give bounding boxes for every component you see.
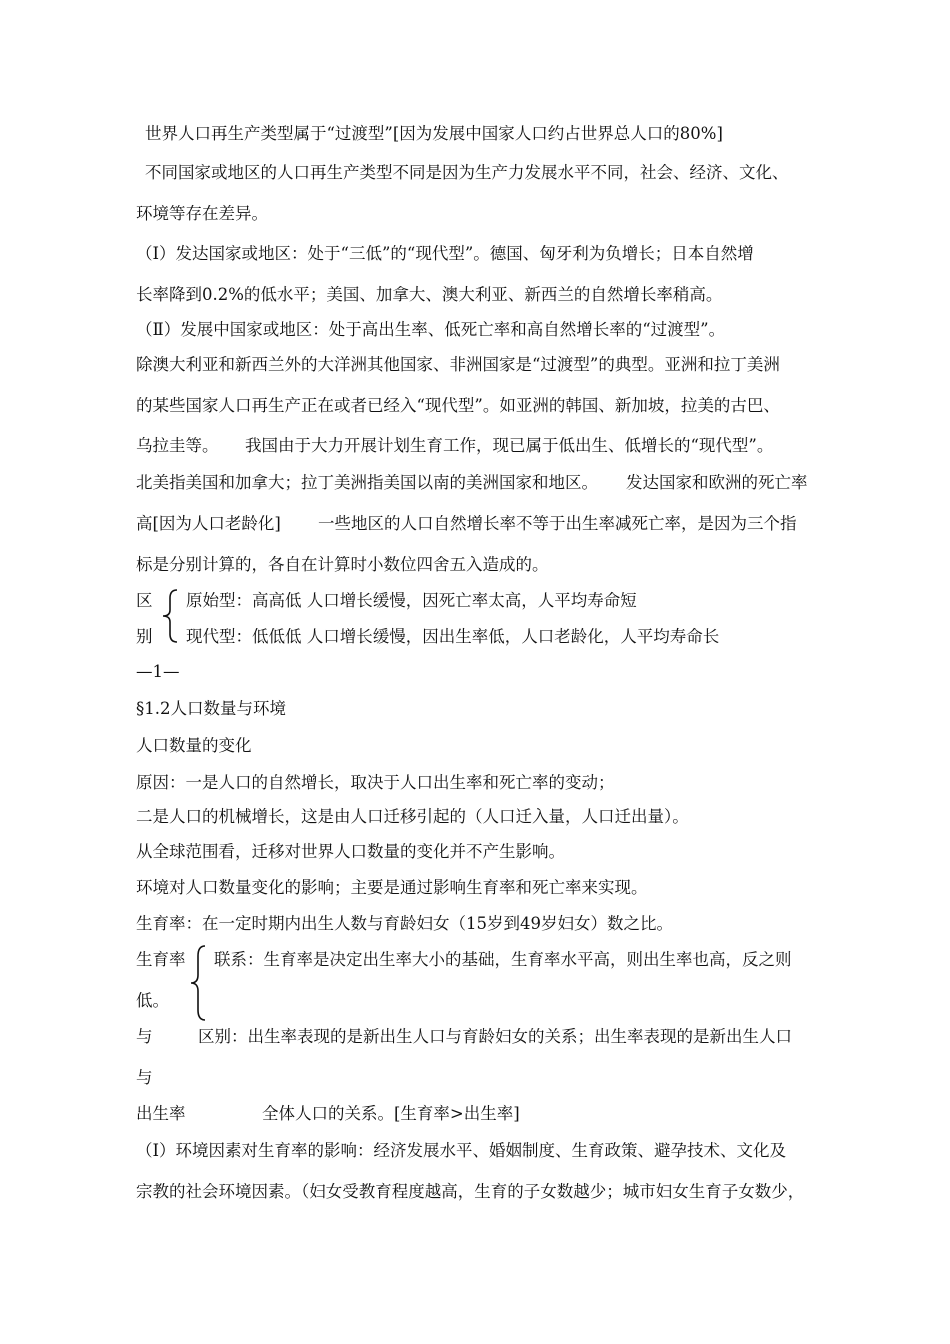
line-24: 与: [136, 1068, 153, 1087]
line-10a: 北美指美国和加拿大；拉丁美洲指美国以南的美洲国家和地区。: [136, 473, 598, 492]
line-3: 环境等存在差异。: [136, 204, 268, 223]
curly-brace-icon: [160, 588, 180, 644]
line-10b: 发达国家和欧洲的死亡率: [626, 473, 808, 492]
line-17: 二是人口的机械增长，这是由人口迁移引起的（人口迁入量，人口迁出量）。: [136, 807, 689, 826]
line-15: 人口数量的变化: [136, 736, 252, 755]
label-bie: 别: [136, 627, 153, 646]
line-11a: 高[因为人口老龄化]: [136, 514, 281, 533]
line-7: 除澳大利亚和新西兰外的大洋洲其他国家、非洲国家是“过渡型”的典型。亚洲和拉丁美洲: [136, 355, 780, 374]
section-title: §1.2人口数量与环境: [136, 699, 286, 718]
line-19: 环境对人口数量变化的影响；主要是通过影响生育率和死亡率来实现。: [136, 878, 648, 897]
line-8: 的某些国家人口再生产正在或者已经入“现代型”。如亚洲的韩国、新加坡，拉美的古巴、: [136, 396, 780, 415]
line-23b: 区别：出生率表现的是新出生人口与育龄妇女的关系；出生率表现的是新出生人口: [198, 1027, 792, 1046]
line-12: 标是分别计算的，各自在计算时小数位四舍五入造成的。: [136, 555, 549, 574]
line-13: 原始型：高高低 人口增长缓慢，因死亡率太高，人平均寿命短: [186, 591, 637, 610]
line-21a: 生育率: [136, 950, 186, 969]
line-4: （Ⅰ）发达国家或地区：处于“三低”的“现代型”。德国、匈牙利为负增长；日本自然增: [136, 244, 754, 263]
line-25b: 全体人口的关系。[生育率>出生率]: [262, 1104, 520, 1123]
curly-brace-icon: [188, 944, 208, 1022]
line-25a: 出生率: [136, 1104, 186, 1123]
line-20: 生育率：在一定时期内出生人数与育龄妇女（15岁到49岁妇女）数之比。: [136, 914, 673, 933]
line-26: （Ⅰ）环境因素对生育率的影响：经济发展水平、婚姻制度、生育政策、避孕技术、文化及: [136, 1141, 787, 1160]
line-9a: 乌拉圭等。: [136, 436, 219, 455]
line-14: 现代型：低低低 人口增长缓慢，因出生率低，人口老龄化，人平均寿命长: [186, 627, 720, 646]
line-16: 原因：一是人口的自然增长，取决于人口出生率和死亡率的变动；: [136, 773, 615, 792]
line-5: 长率降到0.2%的低水平；美国、加拿大、澳大利亚、新西兰的自然增长率稍高。: [136, 285, 723, 304]
label-qu: 区: [136, 591, 153, 610]
line-23a: 与: [136, 1027, 153, 1046]
line-22: 低。: [136, 991, 169, 1010]
page-number: —1—: [136, 662, 180, 681]
line-6: （Ⅱ）发展中国家或地区：处于高出生率、低死亡率和高自然增长率的“过渡型”。: [136, 320, 726, 339]
line-27: 宗教的社会环境因素。（妇女受教育程度越高，生育的子女数越少；城市妇女生育子女数少，: [136, 1182, 805, 1201]
line-11b: 一些地区的人口自然增长率不等于出生率减死亡率，是因为三个指: [318, 514, 797, 533]
line-9b: 我国由于大力开展计划生育工作，现已属于低出生、低增长的“现代型”。: [245, 436, 774, 455]
line-21b: 联系：生育率是决定出生率大小的基础，生育率水平高，则出生率也高，反之则: [214, 950, 792, 969]
line-18: 从全球范围看，迁移对世界人口数量的变化并不产生影响。: [136, 842, 565, 861]
line-1: 世界人口再生产类型属于“过渡型”[因为发展中国家人口约占世界总人口的80%]: [145, 124, 723, 143]
line-2: 不同国家或地区的人口再生产类型不同是因为生产力发展水平不同，社会、经济、文化、: [145, 163, 789, 182]
